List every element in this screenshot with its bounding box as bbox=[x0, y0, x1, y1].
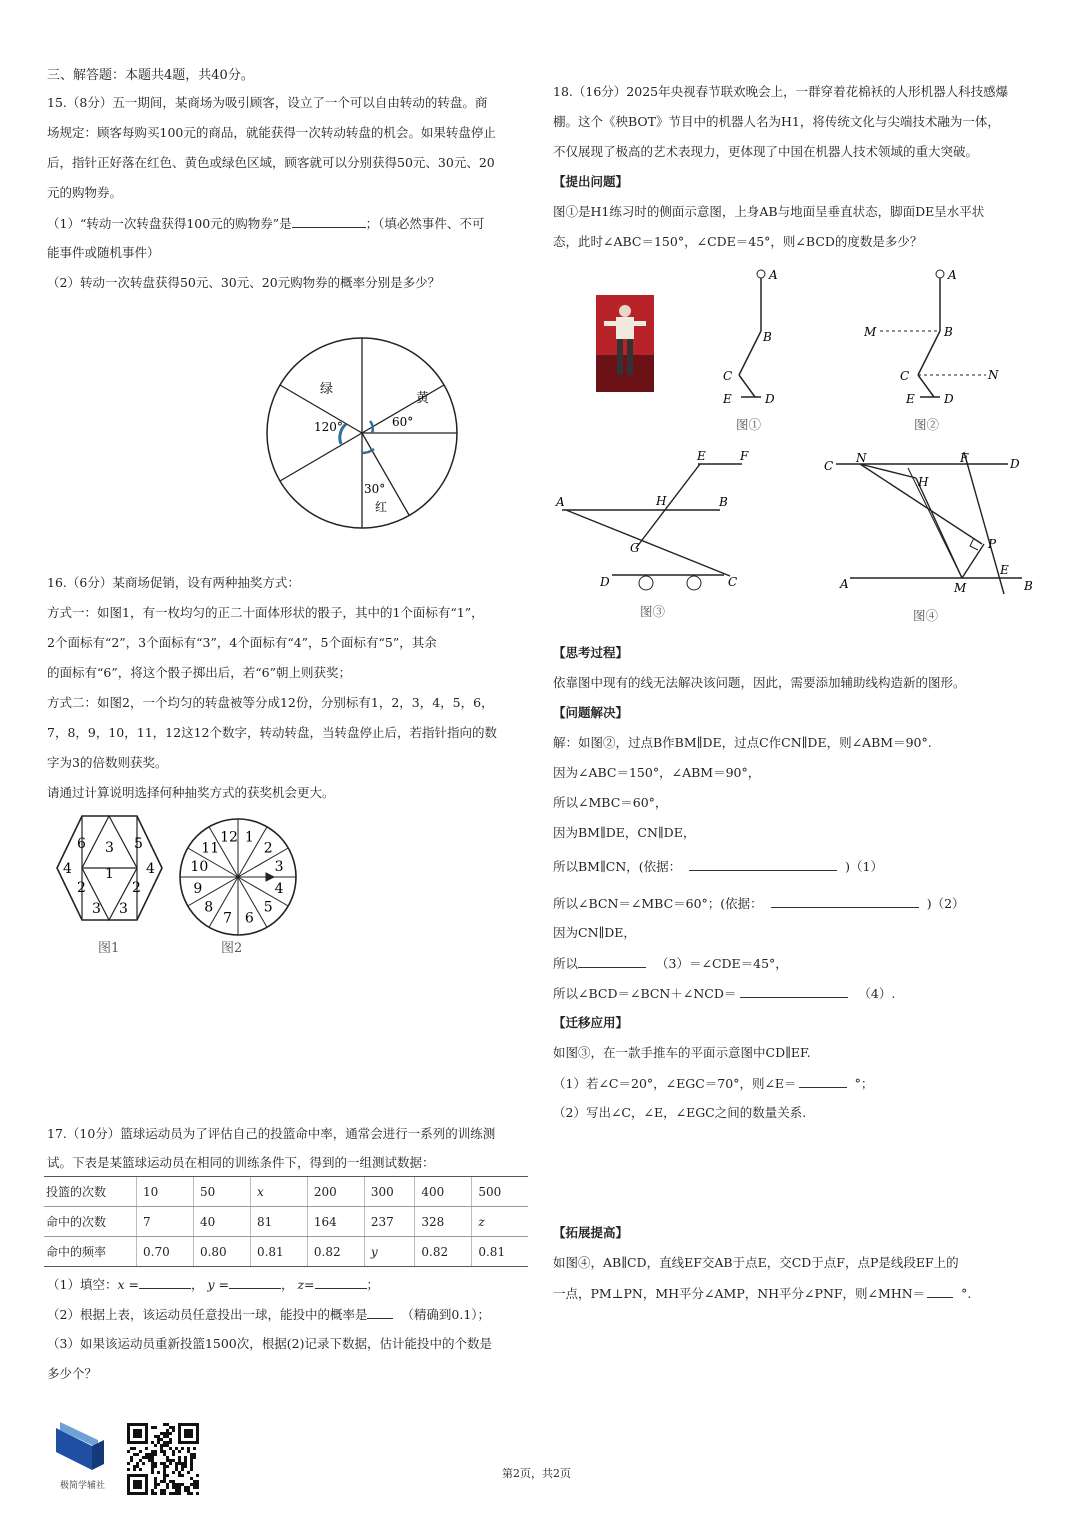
qr-code-icon[interactable] bbox=[127, 1423, 199, 1495]
fig2-caption: 图② bbox=[914, 417, 940, 432]
svg-text:D: D bbox=[944, 392, 954, 406]
svg-text:B: B bbox=[1024, 579, 1033, 593]
table-row: 命中的频率 0.70 0.80 0.81 0.82 y 0.82 0.81 bbox=[44, 1237, 528, 1267]
svg-text:E: E bbox=[906, 392, 915, 406]
wheel-angle-60: 60° bbox=[392, 415, 414, 429]
solve-line-3: 所以∠MBC＝60°， bbox=[553, 795, 668, 810]
q17-p2: （2）根据上表，该运动员任意投出一球，能投中的概率是 （精确到0.1）； bbox=[47, 1307, 491, 1322]
heading-raise: 【提出问题】 bbox=[553, 174, 629, 189]
svg-text:C: C bbox=[900, 369, 910, 383]
q17-p3b: 多少个？ bbox=[47, 1366, 98, 1381]
raise-line-2: 态，此时∠ABC＝150°，∠CDE＝45°，则∠BCD的度数是多少？ bbox=[553, 234, 923, 249]
svg-text:H: H bbox=[918, 475, 929, 489]
wheel-angle-30: 30° bbox=[364, 482, 386, 496]
q17-blank-y[interactable] bbox=[229, 1276, 281, 1289]
robot-photo bbox=[596, 295, 654, 392]
svg-text:2: 2 bbox=[132, 880, 141, 896]
figure-geom-4 bbox=[822, 448, 1040, 598]
page-number: 第2页，共2页 bbox=[502, 1467, 571, 1480]
solve-line-7: 因为CN∥DE， bbox=[553, 925, 636, 940]
svg-text:3: 3 bbox=[119, 901, 128, 917]
svg-text:B: B bbox=[719, 495, 728, 509]
solve-line-1: 解：如图②，过点B作BM∥DE，过点C作CN∥DE，则∠ABM＝90°. bbox=[553, 735, 932, 750]
dial-number: 6 bbox=[244, 910, 254, 927]
dial-number: 10 bbox=[190, 859, 209, 876]
svg-text:M: M bbox=[954, 581, 967, 595]
raise-line-1: 图①是H1练习时的侧面示意图，上身AB与地面呈垂直状态，脚面DE呈水平状 bbox=[553, 204, 985, 219]
brand-logo bbox=[52, 1418, 108, 1474]
figure-1-hexagon bbox=[52, 812, 167, 927]
fig3-caption: 图③ bbox=[640, 604, 666, 619]
svg-text:3: 3 bbox=[92, 901, 101, 917]
solve-line-2: 因为∠ABC＝150°，∠ABM＝90°， bbox=[553, 765, 761, 780]
heading-solve: 【问题解决】 bbox=[553, 705, 629, 720]
svg-text:E: E bbox=[1000, 563, 1009, 577]
svg-text:D: D bbox=[765, 392, 775, 406]
q17-line-2: 试。下表是某篮球运动员在相同的训练条件下，得到的一组测试数据： bbox=[47, 1155, 435, 1170]
dial-number: 12 bbox=[220, 829, 238, 846]
blank-transfer[interactable] bbox=[799, 1075, 847, 1088]
q17-p1: （1）填空：x = ， y = ， z= ； bbox=[47, 1277, 380, 1292]
q17-data-table bbox=[44, 1176, 528, 1267]
extend-line-1: 如图④，AB∥CD，直线EF交AB于点E，交CD于点F，点P是线段EF上的 bbox=[553, 1255, 959, 1270]
dial-number: 1 bbox=[244, 829, 254, 846]
solve-line-5: 所以BM∥CN，(依据： )（1） bbox=[553, 859, 883, 874]
svg-text:4: 4 bbox=[146, 861, 155, 877]
svg-text:5: 5 bbox=[134, 836, 143, 852]
blank-2[interactable] bbox=[771, 895, 919, 908]
q17-blank-x[interactable] bbox=[139, 1276, 191, 1289]
svg-text:4: 4 bbox=[63, 861, 72, 877]
extend-line-2: 一点，PM⊥PN，MH平分∠AMP，NH平分∠PNF，则∠MHN＝ °. bbox=[553, 1286, 972, 1301]
svg-text:C: C bbox=[824, 459, 834, 473]
wheel-angle-120: 120° bbox=[314, 420, 343, 434]
dial-number: 4 bbox=[274, 880, 284, 897]
svg-text:N: N bbox=[856, 451, 867, 465]
think-text: 依靠图中现有的线无法解决该问题，因此，需要添加辅助线构造新的图形。 bbox=[553, 675, 966, 690]
fig4-caption: 图④ bbox=[913, 608, 939, 623]
dial-number: 7 bbox=[223, 910, 233, 927]
fig1-caption: 图① bbox=[736, 417, 762, 432]
svg-text:6: 6 bbox=[77, 836, 86, 852]
q18-line-1: 18.（16分）2025年央视春节联欢晚会上，一群穿着花棉袄的人形机器人科技感爆 bbox=[553, 84, 1009, 99]
blank-3[interactable] bbox=[578, 955, 646, 968]
q15-blank-1[interactable] bbox=[292, 215, 366, 228]
figure-2-dial bbox=[176, 815, 300, 939]
wheel-label-green: 绿 bbox=[320, 382, 334, 397]
q18-line-3: 不仅展现了极高的艺术表现力，更体现了中国在机器人技术领域的重大突破。 bbox=[553, 144, 979, 159]
dial-number: 5 bbox=[263, 899, 273, 916]
figure-1-caption: 图1 bbox=[98, 941, 120, 956]
svg-text:D: D bbox=[600, 575, 610, 589]
solve-line-4: 因为BM∥DE，CN∥DE， bbox=[553, 825, 696, 840]
svg-text:N: N bbox=[988, 368, 999, 382]
svg-text:C: C bbox=[723, 369, 733, 383]
svg-text:1: 1 bbox=[105, 866, 114, 882]
svg-text:F: F bbox=[740, 449, 749, 463]
figure-geom-3 bbox=[552, 448, 752, 598]
q18-line-2: 棚。这个《秧BOT》节目中的机器人名为H1，将传统文化与尖端技术融为一体， bbox=[553, 114, 1000, 129]
q17-blank-prob[interactable] bbox=[367, 1306, 393, 1319]
transfer-line-3: （2）写出∠C，∠E，∠EGC之间的数量关系. bbox=[553, 1105, 807, 1120]
blank-1[interactable] bbox=[689, 858, 837, 871]
dial-number: 11 bbox=[201, 840, 220, 857]
table-row: 投篮的次数 10 50 x 200 300 400 500 bbox=[44, 1177, 528, 1207]
solve-line-6: 所以∠BCN＝∠MBC＝60°；(依据： )（2） bbox=[553, 896, 965, 911]
wheel-label-yellow: 黄 bbox=[416, 391, 430, 406]
svg-text:A: A bbox=[948, 268, 957, 282]
dial-number: 8 bbox=[204, 899, 214, 916]
transfer-line-2: （1）若∠C＝20°，∠EGC＝70°，则∠E＝ °； bbox=[553, 1076, 874, 1091]
svg-text:B: B bbox=[763, 330, 772, 344]
svg-text:C: C bbox=[728, 575, 738, 589]
q17-line-1: 17.（10分）篮球运动员为了评估自己的投篮命中率，通常会进行一系列的训练测 bbox=[47, 1126, 496, 1141]
solve-line-9: 所以∠BCD＝∠BCN＋∠NCD＝ （4）. bbox=[553, 986, 896, 1001]
svg-text:H: H bbox=[656, 494, 667, 508]
svg-text:M: M bbox=[864, 325, 877, 339]
svg-text:A: A bbox=[556, 495, 565, 509]
dial-number: 2 bbox=[263, 840, 273, 857]
dial-number: 3 bbox=[274, 859, 284, 876]
svg-text:3: 3 bbox=[105, 840, 114, 856]
figure-geom-1 bbox=[715, 265, 795, 415]
svg-text:E: E bbox=[697, 449, 706, 463]
svg-text:A: A bbox=[769, 268, 778, 282]
svg-text:E: E bbox=[723, 392, 732, 406]
svg-text:D: D bbox=[1010, 457, 1020, 471]
dial-number: 9 bbox=[193, 880, 203, 897]
figure-geom-2 bbox=[858, 265, 1008, 415]
wheel-label-red: 红 bbox=[375, 500, 388, 514]
table-row: 命中的次数 7 40 81 164 237 328 z bbox=[44, 1207, 528, 1237]
svg-text:G: G bbox=[630, 541, 640, 555]
solve-line-8: 所以 （3）＝∠CDE＝45°， bbox=[553, 956, 788, 971]
q17-blank-z[interactable] bbox=[315, 1276, 367, 1289]
blank-extend[interactable] bbox=[927, 1285, 953, 1298]
section-title: 三、解答题：本题共4题，共40分。 bbox=[47, 68, 254, 83]
q17-p3a: （3）如果该运动员重新投篮1500次，根据(2)记录下数据，估计能投中的个数是 bbox=[47, 1336, 492, 1351]
figure-2-caption: 图2 bbox=[221, 941, 243, 956]
heading-transfer: 【迁移应用】 bbox=[553, 1015, 629, 1030]
blank-4[interactable] bbox=[740, 985, 848, 998]
svg-text:P: P bbox=[988, 537, 997, 551]
svg-text:F: F bbox=[960, 451, 969, 465]
svg-text:B: B bbox=[944, 325, 953, 339]
brand-name: 极简学辅社 bbox=[60, 1481, 106, 1491]
transfer-line-1: 如图③，在一款手推车的平面示意图中CD∥EF. bbox=[553, 1045, 811, 1060]
heading-extend: 【拓展提高】 bbox=[553, 1225, 629, 1240]
svg-text:2: 2 bbox=[77, 880, 86, 896]
heading-think: 【思考过程】 bbox=[553, 645, 629, 660]
spinner-wheel bbox=[262, 336, 462, 534]
svg-text:A: A bbox=[840, 577, 849, 591]
